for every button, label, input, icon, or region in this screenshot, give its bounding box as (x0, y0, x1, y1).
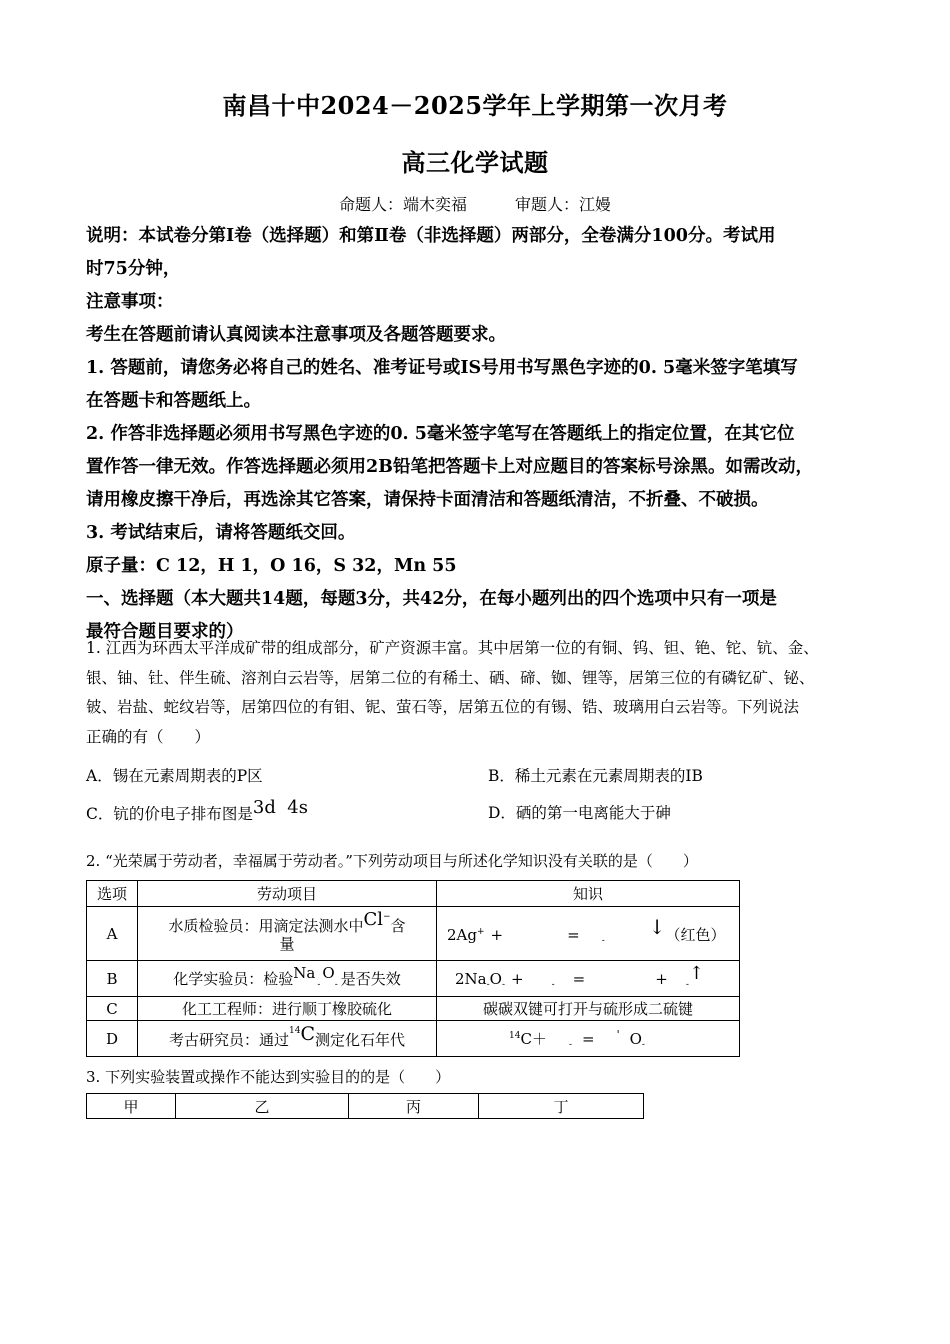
formula-fragment: - (501, 979, 506, 990)
exam-subtitle: 高三化学试题 (401, 148, 549, 177)
header-apparatus-2: 乙 (176, 1094, 349, 1119)
formula: C＋ (520, 1029, 547, 1048)
project-text: 水质检验员：用滴定法测水中 (168, 917, 364, 935)
row-option: D (87, 1021, 138, 1057)
formula-fragment: - (317, 979, 321, 990)
option-c-formula: 3d 4s (252, 797, 308, 818)
row-project (138, 907, 437, 961)
header-apparatus-3: 丙 (349, 1094, 479, 1119)
attention-heading: 注意事项： (86, 292, 174, 312)
equals-sign: = (572, 969, 586, 988)
plus-sign: + (655, 969, 668, 988)
formula-fragment: - (334, 979, 338, 990)
carbon-symbol: C (300, 1022, 315, 1045)
row-project (138, 961, 437, 997)
table-header-row (87, 881, 740, 907)
row-project: 化工工程师：进行顺丁橡胶硫化 (138, 997, 437, 1021)
option-a: A．锡在元素周期表的P区 (86, 767, 263, 785)
precipitate-arrow: ↓ (648, 915, 666, 939)
header-option: 选项 (87, 881, 138, 907)
plus-sign: + (511, 969, 524, 988)
row-knowledge (437, 907, 740, 961)
table-row (87, 1021, 740, 1057)
gas-arrow: ↑ (688, 962, 704, 984)
question-1-line: 1. 江西为环西太平洋成矿带的组成部分，矿产资源丰富。其中居第一位的有铜、钨、钽、铯、铊、钪、金、 (86, 639, 819, 657)
project-text: 量 (279, 935, 295, 953)
equals-sign: = (567, 926, 580, 944)
instruction-item-1: 1. 答题前，请您务必将自己的姓名、准考证号或IS号用书写黑色字迹的0. 5毫米签字笔填写 (86, 358, 798, 378)
instruction-item-2-cont: 置作答一律无效。作答选择题必须用2B铅笔把答题卡上对应题目的答案标号涂黑。如需改动， (86, 457, 813, 477)
question-1 (86, 634, 876, 752)
formula: 2Ag (447, 926, 477, 944)
table-row (87, 961, 740, 997)
row-option: A (87, 907, 138, 961)
row-option: C (87, 997, 138, 1021)
instruction-item-2: 2. 作答非选择题必须用书写黑色字迹的0. 5毫米签字笔写在答题纸上的指定位置，在其它位 (86, 424, 795, 444)
exam-instructions (86, 220, 876, 649)
row-knowledge (437, 1021, 740, 1057)
option-c-text: C．钪的价电子排布图是 (86, 805, 253, 823)
option-b: B．稀土元素在元素周期表的ⅠB (488, 767, 703, 785)
question-1-line: 银、铀、钍、伴生硫、溶剂白云岩等，居第二位的有稀土、硒、碲、铷、锂等，居第三位的有磷钇矿、铋、 (86, 668, 815, 687)
header-apparatus-1: 甲 (87, 1094, 176, 1119)
ion-charge: − (382, 912, 391, 922)
formula: 2Na (455, 969, 487, 988)
note-line: 说明：本试卷分第Ⅰ卷（选择题）和第Ⅱ卷（非选择题）两部分，全卷满分100分。考试用 (86, 226, 776, 246)
instruction-item-3: 3. 考试结束后，请将答题纸交回。 (86, 523, 356, 543)
read-first-line: 考生在答题前请认真阅读本注意事项及各题答题要求。 (86, 325, 506, 345)
row-knowledge: 碳碳双键可打开与硫形成二硫键 (437, 997, 740, 1021)
question-3-stem: 3. 下列实验装置或操作不能达到实验目的的是（ ） (86, 1068, 451, 1086)
project-text: 含 (390, 917, 406, 935)
header-project: 劳动项目 (138, 881, 437, 907)
question-2-table (86, 880, 740, 1057)
note-line: 时75分钟， (86, 259, 181, 279)
atomic-mass-line: 原子量：C 12，H 1，O 16，S 32，Mn 55 (86, 556, 457, 576)
mass-number: 14 (509, 1030, 521, 1041)
question-1-line: 正确的有（ ） (86, 727, 211, 746)
header-apparatus-4: 丁 (479, 1094, 644, 1119)
chloride-ion: Cl (363, 909, 383, 930)
formula: O (489, 969, 502, 988)
mass-number: 14 (289, 1025, 301, 1036)
row-project (138, 1021, 437, 1057)
formula-fragment: - (568, 1039, 572, 1050)
table-row (87, 997, 740, 1021)
option-d: D．硒的第一电离能大于砷 (488, 804, 671, 822)
section-heading: 一、选择题（本大题共14题，每题3分，共42分，在每小题列出的四个选项中只有一项是 (86, 589, 777, 609)
formula: O (629, 1029, 642, 1048)
plus-sign: + (490, 926, 504, 944)
project-text: 是否失效 (340, 969, 401, 988)
formula-fragment: - (685, 979, 689, 990)
option-c (86, 798, 308, 830)
row-option: B (87, 961, 138, 997)
question-3-table (86, 1093, 644, 1119)
project-text: 考古研究员：通过 (168, 1030, 289, 1049)
table-row (87, 907, 740, 961)
project-text: 化学实验员：检验 (173, 969, 294, 988)
table-header-row (87, 1094, 644, 1119)
question-2-stem: 2. “光荣属于劳动者，幸福属于劳动者。”下列劳动项目与所述化学知识没有关联的是（ ） (86, 852, 698, 870)
header-knowledge: 知识 (437, 881, 740, 907)
exam-authors: 命题人：端木奕福 审题人：江嫚 (338, 195, 611, 214)
formula-fragment: - (641, 1039, 645, 1050)
formula-fragment: ' (616, 1027, 620, 1041)
formula: Na (293, 963, 316, 982)
question-1-line: 铍、岩盐、蛇纹岩等，居第四位的有钼、铌、萤石等，居第五位的有锡、锆、玻璃用白云岩等。下列说法 (86, 698, 800, 716)
project-text: 测定化石年代 (315, 1030, 406, 1049)
instruction-item-1-cont: 在答题卡和答题纸上。 (86, 391, 261, 411)
exam-title: 南昌十中2024－2025学年上学期第一次月考 (222, 91, 728, 120)
formula-fragment: - (551, 979, 555, 990)
formula-fragment: - (486, 979, 490, 990)
color-note: （红色） (665, 926, 726, 944)
formula-fragment: - (601, 936, 605, 946)
formula: O (322, 963, 335, 982)
row-knowledge (437, 961, 740, 997)
ion-charge: + (476, 927, 485, 937)
equals-sign: = (581, 1029, 595, 1048)
instruction-item-2-cont: 请用橡皮擦干净后，再选涂其它答案，请保持卡面清洁和答题纸清洁，不折叠、不破损。 (86, 490, 769, 510)
section-heading-cont: 最符合题目要求的） (86, 622, 244, 642)
